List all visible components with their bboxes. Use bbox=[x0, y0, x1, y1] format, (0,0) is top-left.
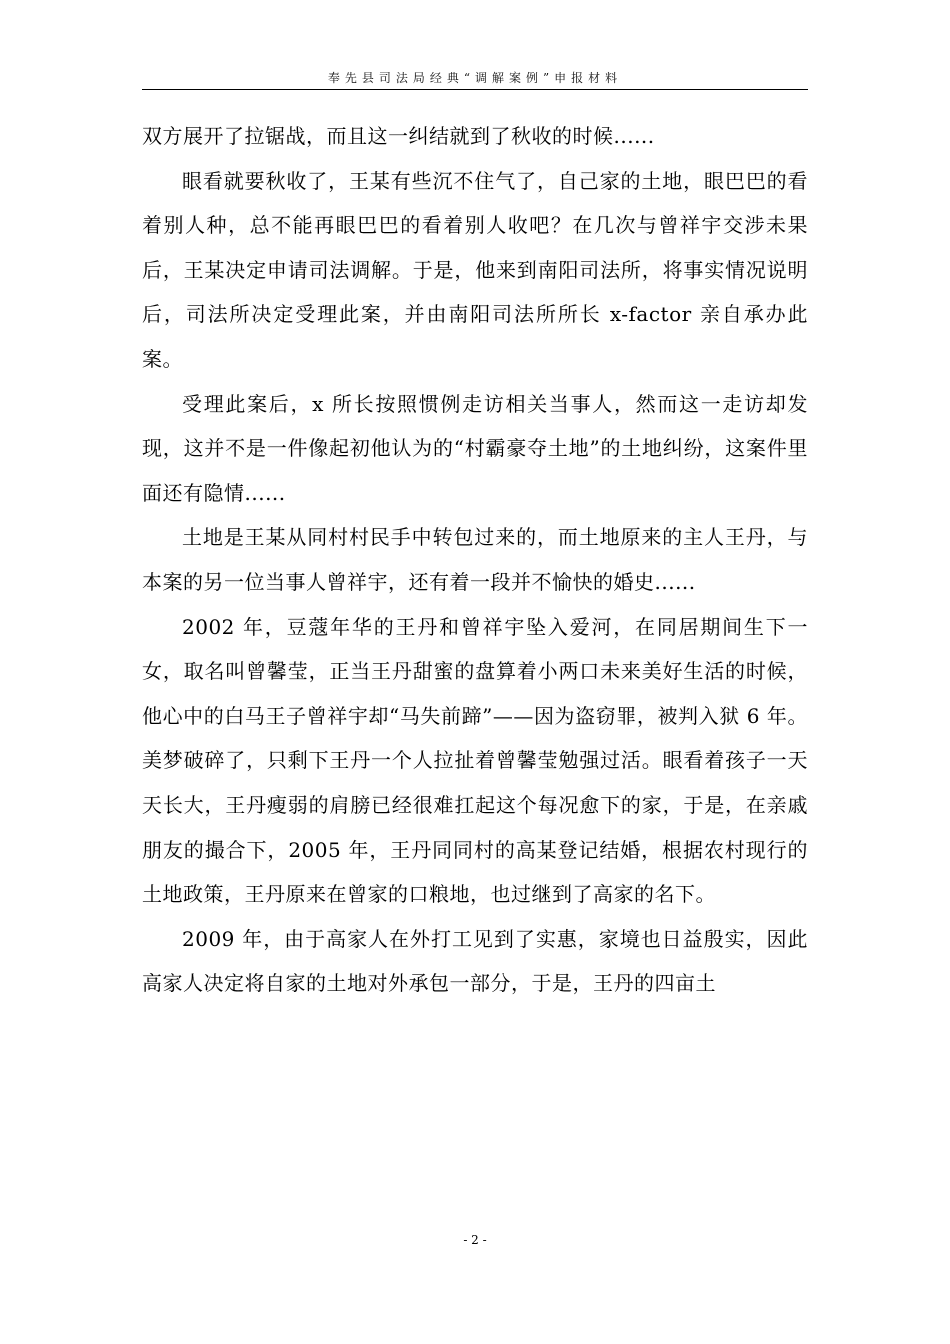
page-number: - 2 - bbox=[463, 1233, 487, 1247]
paragraph: 2002 年，豆蔻年华的王丹和曾祥宇坠入爱河，在同居期间生下一女，取名叫曾馨莹，正当王丹甜蜜的盘算着小两口未来美好生活的时候，他心中的白马王子曾祥宇却“马失前蹄”——因为盗窃罪，被判入狱 6 年。美梦破碎了，只剩下王丹一个人拉扯着曾馨莹勉强过活。眼看着孩子一天天长大，王丹瘦弱的肩膀已经很难扛起这个每况愈下的家，于是，在亲戚朋友的撮合下，2005 年，王丹同同村的高某登记结婚，根据农村现行的土地政策，王丹原来在曾家的口粮地，也过继到了高家的名下。 bbox=[142, 614, 808, 907]
paragraph-continuation: 双方展开了拉锯战，而且这一纠结就到了秋收的时候...... bbox=[142, 124, 655, 148]
paragraph: 土地是王某从同村村民手中转包过来的，而土地原来的主人王丹，与本案的另一位当事人曾祥宇，还有着一段并不愉快的婚史...... bbox=[142, 525, 808, 594]
document-body bbox=[142, 114, 808, 1006]
header-divider bbox=[142, 89, 808, 90]
page-header: 奉先县司法局经典“调解案例”申报材料 bbox=[327, 71, 623, 85]
paragraph: 受理此案后，x 所长按照惯例走访相关当事人，然而这一走访却发现，这并不是一件像起初他认为的“村霸豪夺土地”的土地纠纷，这案件里面还有隐情...... bbox=[142, 391, 808, 505]
paragraph: 2009 年，由于高家人在外打工见到了实惠，家境也日益殷实，因此高家人决定将自家的土地对外承包一部分，于是，王丹的四亩土 bbox=[142, 926, 808, 996]
paragraph: 眼看就要秋收了，王某有些沉不住气了，自己家的土地，眼巴巴的看着别人种，总不能再眼巴巴的看着别人收吧？在几次与曾祥宇交涉未果后，王某决定申请司法调解。于是，他来到南阳司法所，将事实情况说明后，司法所决定受理此案，并由南阳司法所所长 x-factor 亲自承办此案。 bbox=[142, 168, 808, 371]
